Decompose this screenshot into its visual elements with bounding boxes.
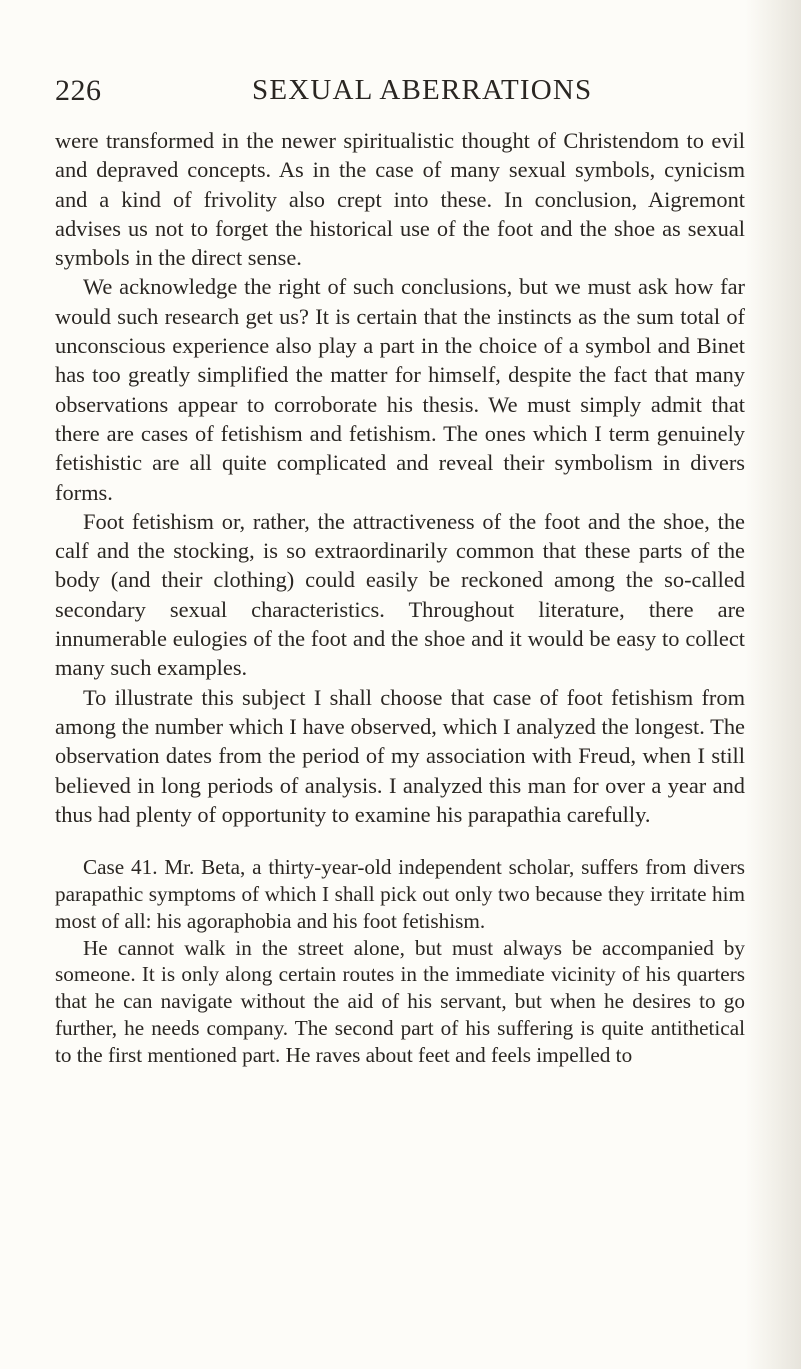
paragraph-foot-fetishism: Foot fetishism or, rather, the attractiveness of the foot and the shoe, the calf and the stocking, is so extraordinarily common that these parts of the body (and their clothing) could easily be reckoned among the so-called secondary sexual characteristics. Throughout literature, there are innumerable eulogies of the foot and the shoe and it would be easy to collect many such examples.	[55, 508, 745, 681]
section-gap	[55, 829, 745, 854]
paragraph-continuation: were transformed in the newer spiritualistic thought of Christendom to evil and depraved concepts. As in the case of many sexual symbols, cynicism and a kind of frivolity also crept into these. In conclusion, Aigremont advises us not to forget the historical use of the foot and the shoe as sexual symbols in the direct sense.	[55, 128, 745, 271]
body-text	[55, 126, 745, 1069]
running-title: SEXUAL ABERRATIONS	[252, 74, 593, 106]
paragraph-illustration: To illustrate this subject I shall choose that case of foot fetishism from among the number which I have observed, which I analyzed the longest. The observation dates from the period of my association with Freud, when I still believed in long periods of analysis. I analyzed this man for over a year and thus had plenty of opportunity to examine his parapathia carefully.	[55, 684, 745, 827]
page-number: 226	[55, 74, 102, 107]
case-41-description: He cannot walk in the street alone, but must always be accompanied by someone. It is only along certain routes in the immediate vicinity of his quarters that he can navigate without the aid of his servant, but when he desires to go further, he needs company. The second part of his suffering is quite antithetical to the first mentioned part. He raves about feet and feels impelled to	[55, 935, 745, 1067]
case-41-intro: Case 41. Mr. Beta, a thirty-year-old independent scholar, suffers from divers parapathic symptoms of which I shall pick out only two because they irritate him most of all: his agoraphobia and his foot fetishism.	[55, 855, 745, 933]
running-head	[55, 74, 745, 114]
paragraph-conclusions: We acknowledge the right of such conclusions, but we must ask how far would such research get us? It is certain that the instincts as the sum total of unconscious experience also play a part in the choice of a symbol and Binet has too greatly simplified the matter for himself, despite the fact that many observations appear to corroborate his thesis. We must simply admit that there are cases of fetishism and fetishism. The ones which I term genuinely fetishistic are all quite complicated and reveal their symbolism in divers forms.	[55, 274, 745, 505]
